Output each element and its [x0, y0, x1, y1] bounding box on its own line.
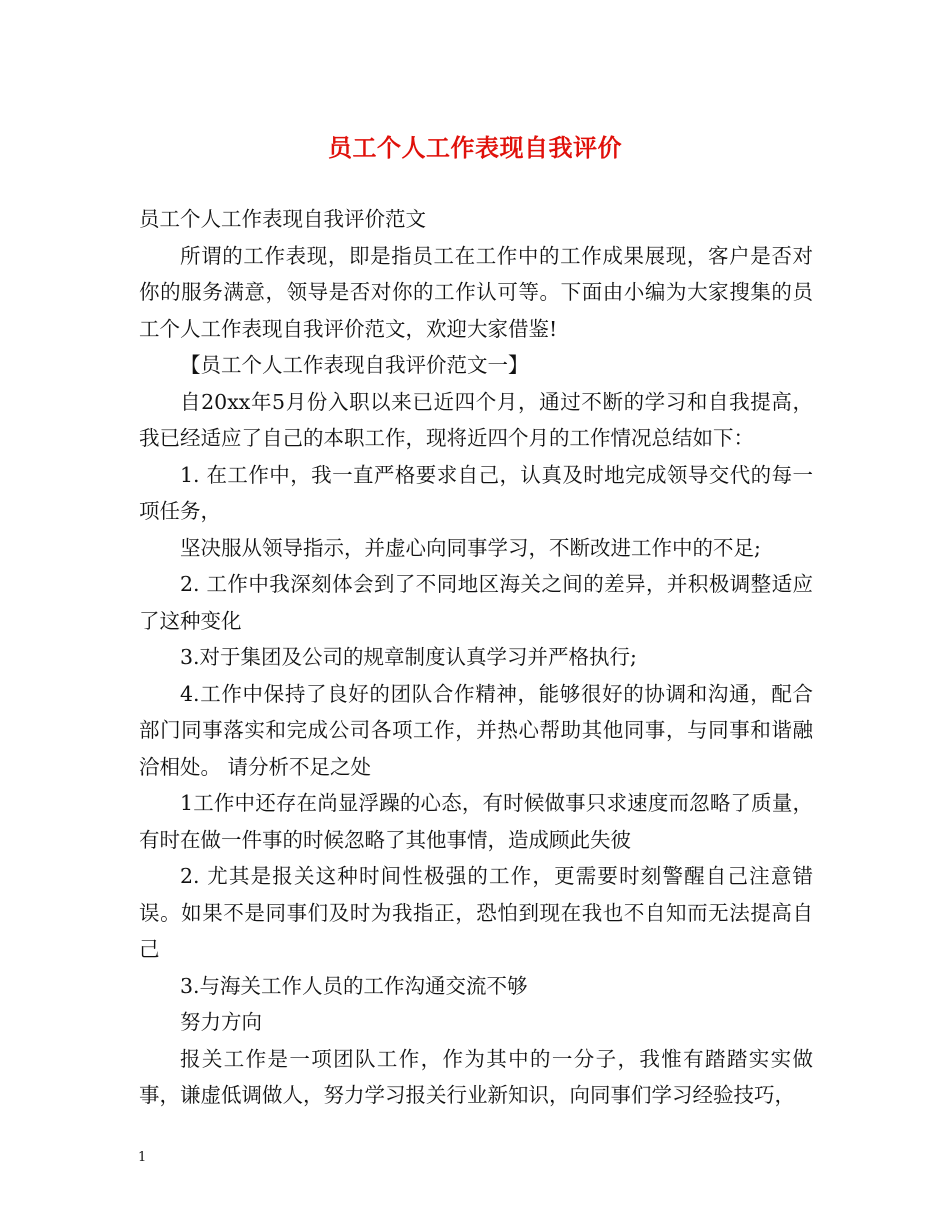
document-title: 员工个人工作表现自我评价	[328, 133, 622, 162]
paragraph: 所谓的工作表现，即是指员工在工作中的工作成果展现，客户是否对你的服务满意，领导是否对你的工作认可等。下面由小编为大家搜集的员工个人工作表现自我评价范文，欢迎大家借鉴!	[139, 243, 813, 341]
paragraph: 努力方向	[180, 1010, 262, 1034]
page-number: 1	[138, 1150, 147, 1165]
paragraph: 员工个人工作表现自我评价范文	[139, 207, 426, 231]
paragraph: 报关工作是一项团队工作，作为其中的一分子，我惟有踏踏实实做事，谦虚低调做人，努力学习报关行业新知识，向同事们学习经验技巧，	[139, 1046, 813, 1107]
document-body	[139, 201, 813, 1114]
paragraph: 3.对于集团及公司的规章制度认真学习并严格执行;	[180, 645, 637, 669]
paragraph: 1. 在工作中，我一直严格要求自己，认真及时地完成领导交代的每一项任务，	[139, 462, 813, 523]
paragraph: 【员工个人工作表现自我评价范文一】	[180, 353, 529, 377]
paragraph: 4.工作中保持了良好的团队合作精神，能够很好的协调和沟通，配合部门同事落实和完成公司各项工作，并热心帮助其他同事，与同事和谐融洽相处。 请分析不足之处	[139, 681, 813, 779]
paragraph: 自20xx年5月份入职以来已近四个月，通过不断的学习和自我提高，我已经适应了自己的本职工作，现将近四个月的工作情况总结如下：	[139, 389, 813, 450]
paragraph: 1工作中还存在尚显浮躁的心态，有时候做事只求速度而忽略了质量，有时在做一件事的时候忽略了其他事情，造成顾此失彼	[139, 791, 813, 852]
paragraph: 3.与海关工作人员的工作沟通交流不够	[180, 973, 528, 998]
paragraph: 2. 尤其是报关这种时间性极强的工作，更需要时刻警醒自己注意错误。如果不是同事们及时为我指正，恐怕到现在我也不自知而无法提高自己	[139, 864, 813, 961]
paragraph: 坚决服从领导指示，并虚心向同事学习，不断改进工作中的不足;	[180, 535, 761, 560]
paragraph: 2. 工作中我深刻体会到了不同地区海关之间的差异，并积极调整适应了这种变化	[139, 572, 813, 633]
